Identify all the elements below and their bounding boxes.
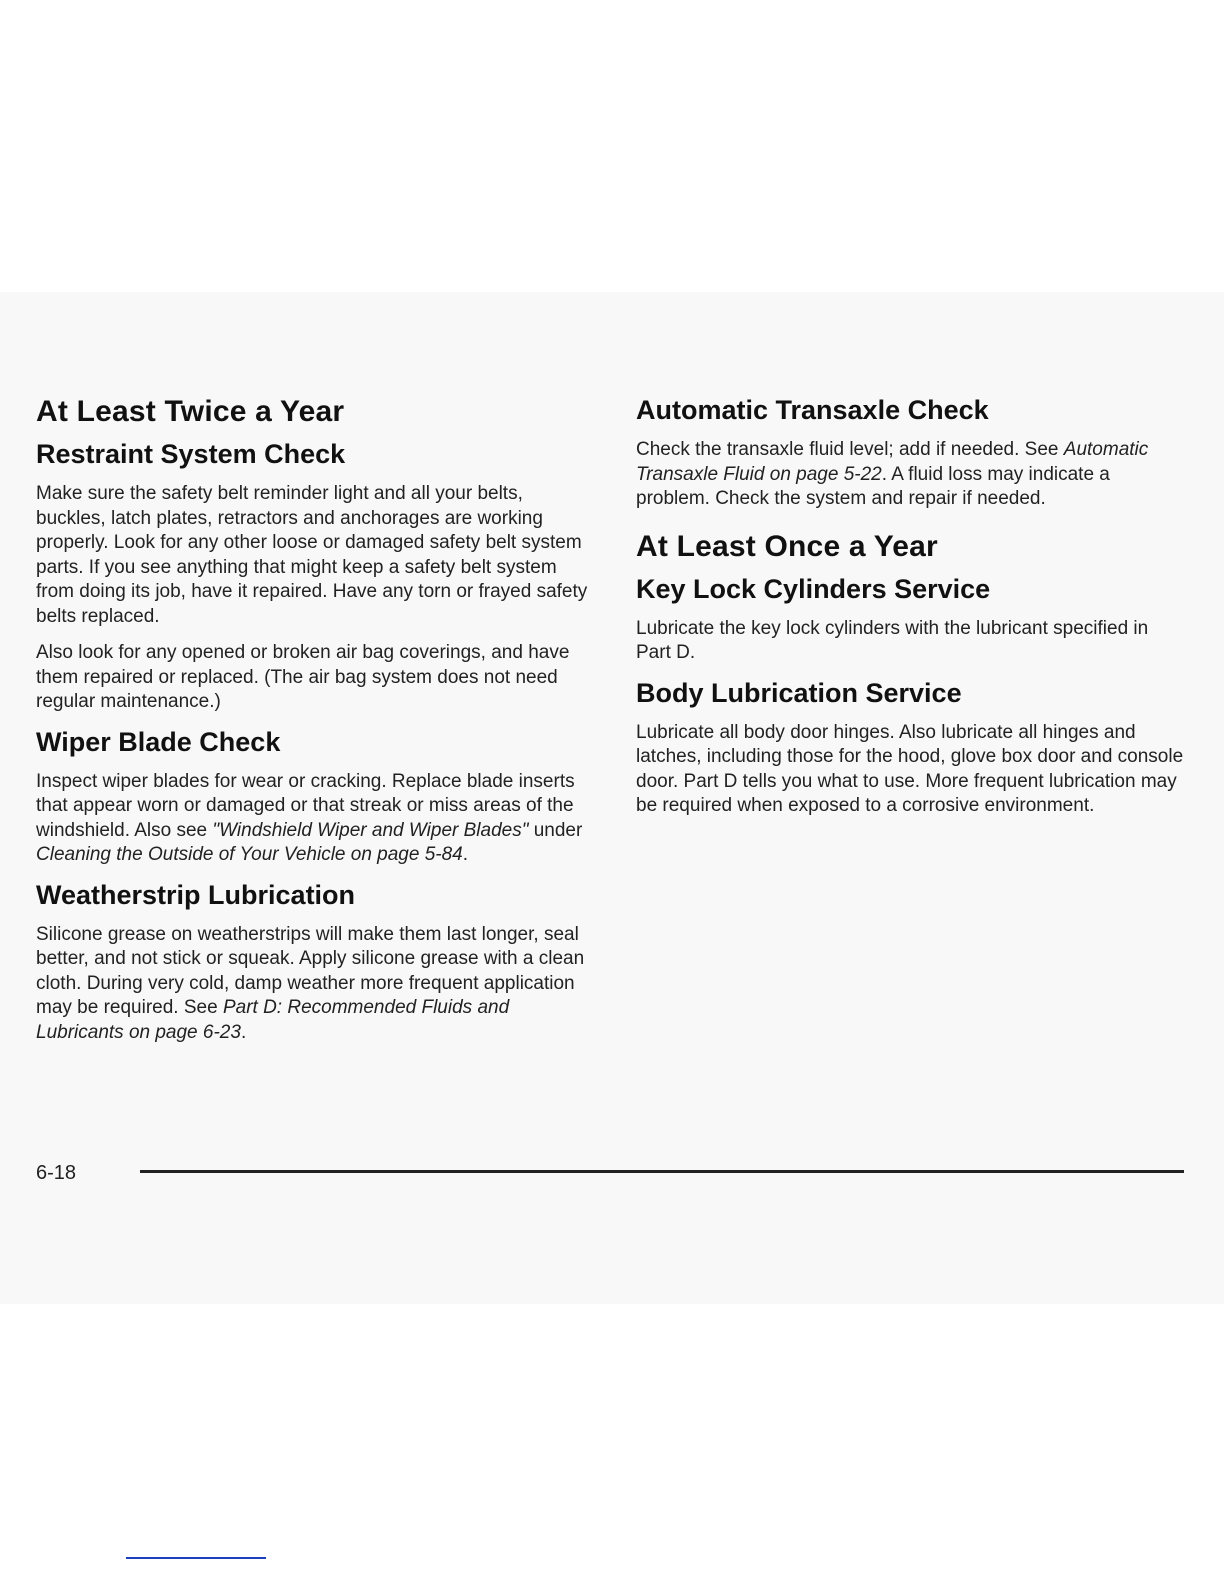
restraint-system-section [36, 439, 596, 715]
weatherstrip-section [36, 880, 596, 1046]
transaxle-text: Check the transaxle fluid level; add if needed. See [636, 439, 1064, 460]
wiper-blade-reference-2: Cleaning the Outside of Your Vehicle on page 5-84 [36, 844, 463, 865]
body-lubrication-heading: Body Lubrication Service [636, 677, 962, 708]
footer-rule [140, 1170, 1184, 1173]
left-column [36, 395, 596, 1057]
wiper-blade-heading: Wiper Blade Check [36, 726, 281, 757]
wiper-blade-text: Inspect wiper blades for wear or cracking. Replace blade inserts that appear worn or damaged or that streak or miss areas of the windshield. Also see [36, 770, 575, 841]
wiper-blade-text-mid: under [528, 819, 583, 841]
transaxle-text-end: . A fluid loss may indicate a problem. Check the system and repair if needed. [636, 463, 1110, 509]
wiper-blade-text-end: . [462, 844, 469, 865]
body-lubrication-paragraph: Lubricate all body door hinges. Also lubricate all hinges and latches, including those for the hood, glove box door and console door. Part D tells you what to use. More frequent lubrication may be required when exposed to a corrosive environment. [636, 721, 1184, 816]
wiper-blade-section [36, 727, 596, 868]
weatherstrip-heading: Weatherstrip Lubrication [36, 879, 356, 910]
key-lock-paragraph: Lubricate the key lock cylinders with the lubricant specified in Part D. [636, 617, 1149, 663]
transaxle-paragraph [636, 438, 1186, 512]
weatherstrip-text: Silicone grease on weatherstrips will make them last longer, seal better, and not stick or squeak. Apply silicone grease with a clean cloth. During very cold, damp weather more frequent application may be required. See [36, 923, 585, 1018]
bottom-link-underline [126, 1557, 266, 1559]
wiper-blade-paragraph [36, 770, 596, 868]
transaxle-reference: Automatic Transaxle Fluid on page 5-22 [636, 439, 1149, 485]
weatherstrip-reference: Part D: Recommended Fluids and Lubricants on page 6-23 [36, 997, 510, 1043]
page-number: 6-18 [36, 1162, 77, 1184]
section-title-twice-a-year: At Least Twice a Year [36, 395, 345, 428]
wiper-blade-reference-1: "Windshield Wiper and Wiper Blades" [212, 819, 529, 841]
right-column [636, 395, 1186, 831]
weatherstrip-text-end: . [240, 1021, 247, 1043]
body-lubrication-section [636, 678, 1186, 819]
restraint-system-paragraph-1: Make sure the safety belt reminder light and all your belts, buckles, latch plates, retractors and anchorages are working properly. Look for any other loose or damaged safety belt system parts. If you see anything that might keep a safety belt system from doing its job, have it repaired. Have any torn or frayed safety belts replaced. [36, 483, 588, 627]
section-title-once-a-year: At Least Once a Year [636, 529, 938, 563]
key-lock-heading: Key Lock Cylinders Service [636, 573, 991, 604]
key-lock-section [636, 574, 1186, 666]
weatherstrip-paragraph [36, 923, 596, 1046]
transaxle-section [636, 395, 1186, 512]
page-footer [36, 1162, 1186, 1192]
restraint-system-heading: Restraint System Check [36, 439, 346, 469]
transaxle-heading: Automatic Transaxle Check [636, 395, 989, 425]
restraint-system-paragraph-2: Also look for any opened or broken air bag coverings, and have them repaired or replaced. (The air bag system does not need regular maintenance.) [36, 642, 570, 712]
